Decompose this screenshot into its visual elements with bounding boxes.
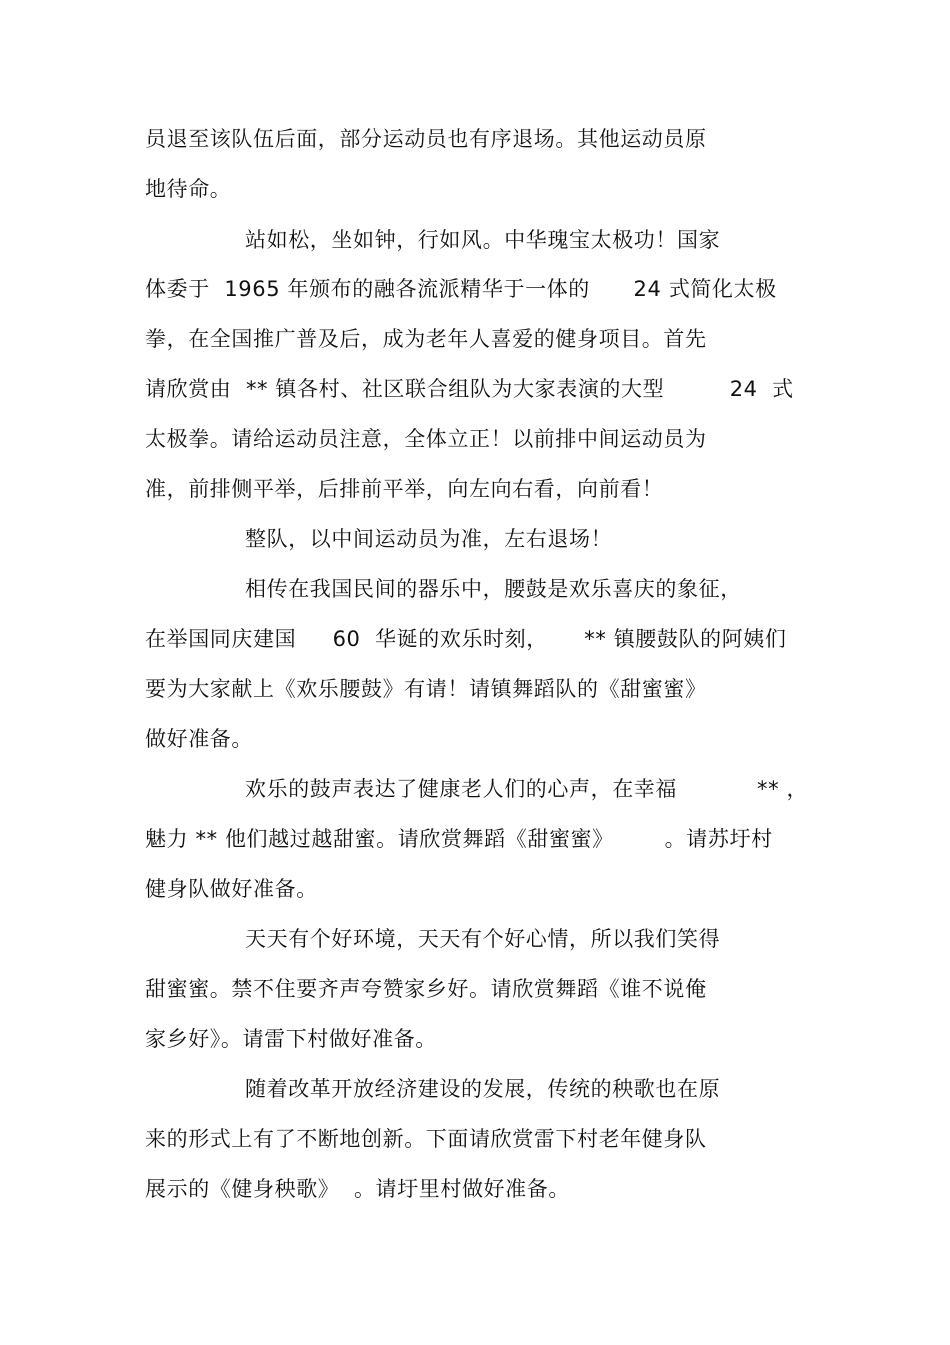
text-line-8: 准，前排侧平举，后排前平举，向左向右看，向前看！ xyxy=(145,477,664,501)
text-line-22: 展示的《健身秧歌》 。请圩里村做好准备。 xyxy=(145,1177,570,1201)
text-line-20: 随着改革开放经济建设的发展，传统的秧歌也在原 xyxy=(245,1077,721,1101)
text-line-17: 天天有个好环境，天天有个好心情，所以我们笑得 xyxy=(245,927,721,951)
text-line-13: 做好准备。 xyxy=(145,727,253,751)
text-line-14: 欢乐的鼓声表达了健康老人们的心声，在幸福 ** ， xyxy=(245,777,809,801)
text-line-21: 来的形式上有了不断地创新。下面请欣赏雷下村老年健身队 xyxy=(145,1127,707,1151)
text-line-6: 请欣赏由 ** 镇各村、社区联合组队为大家表演的大型 24 式 xyxy=(145,377,794,401)
text-line-12: 要为大家献上《欢乐腰鼓》有请！请镇舞蹈队的《甜蜜蜜》 xyxy=(145,677,707,701)
text-line-5: 拳，在全国推广普及后，成为老年人喜爱的健身项目。首先 xyxy=(145,327,707,351)
text-line-16: 健身队做好准备。 xyxy=(145,877,318,901)
text-line-19: 家乡好》。请雷下村做好准备。 xyxy=(145,1027,437,1051)
text-line-10: 相传在我国民间的器乐中，腰鼓是欢乐喜庆的象征， xyxy=(245,577,742,601)
text-line-7: 太极拳。请给运动员注意，全体立正！以前排中间运动员为 xyxy=(145,427,707,451)
text-line-2: 地待命。 xyxy=(145,177,232,201)
text-line-11: 在举国同庆建国 60 华诞的欢乐时刻， ** 镇腰鼓队的阿姨们 xyxy=(145,627,787,651)
text-line-1: 员退至该队伍后面，部分运动员也有序退场。其他运动员原 xyxy=(145,127,707,151)
text-line-18: 甜蜜蜜。禁不住要齐声夸赞家乡好。请欣赏舞蹈《谁不说俺 xyxy=(145,977,707,1001)
text-line-15: 魅力 ** 他们越过越甜蜜。请欣赏舞蹈《甜蜜蜜》 。请苏圩村 xyxy=(145,827,773,851)
text-line-3: 站如松，坐如钟，行如风。中华瑰宝太极功！国家 xyxy=(245,228,721,252)
text-line-4: 体委于 1965 年颁布的融各流派精华于一体的 24 式简化太极 xyxy=(145,277,777,301)
text-line-9: 整队，以中间运动员为准，左右退场！ xyxy=(245,527,613,551)
